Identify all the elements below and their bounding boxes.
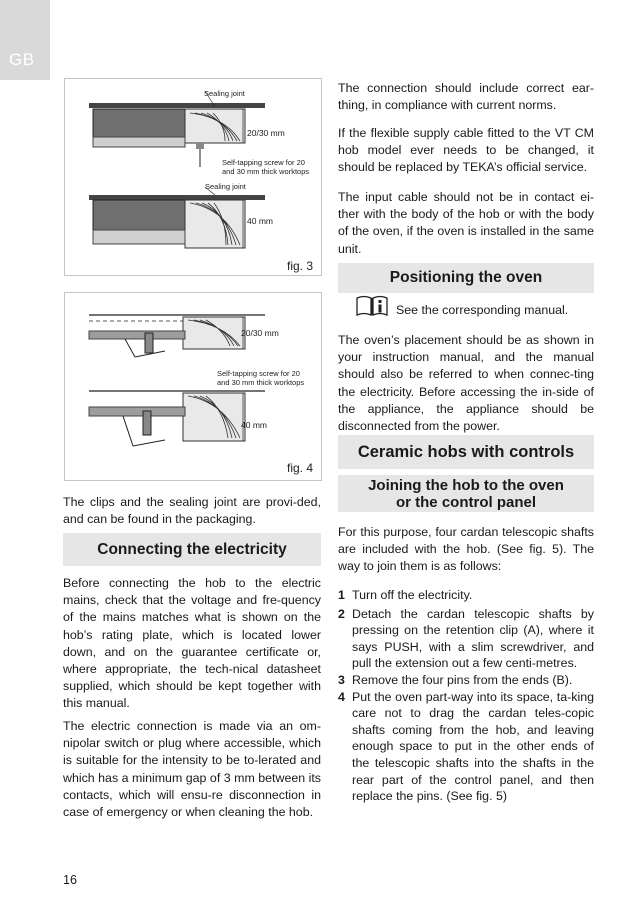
step-text: Turn off the electricity. — [352, 588, 473, 602]
flexible-cable-paragraph: If the flexible supply cable fitted to the VT CM hob model ever needs to be changed, it should be replaced by TEKA’s official service. — [338, 126, 594, 175]
manual-info-icon — [355, 295, 389, 317]
step-number: 1 — [338, 588, 345, 602]
fig4-dim-bottom: 40 mm — [241, 420, 267, 430]
figure-3-drawing — [65, 79, 321, 275]
fig4-screw-note-line1: Self-tapping screw for 20 — [217, 369, 300, 378]
step-text: Remove the four pins from the ends (B). — [352, 672, 573, 687]
language-tab-label: GB — [9, 50, 35, 69]
ceramic-hobs-heading — [338, 435, 594, 469]
list-item — [338, 689, 594, 805]
joining-hob-heading-line1: Joining the hob to the oven — [368, 477, 564, 494]
language-tab — [0, 0, 50, 80]
step-number: 3 — [338, 672, 345, 687]
joining-steps-list — [338, 587, 594, 805]
ceramic-hobs-heading-text: Ceramic hobs with controls — [357, 443, 575, 461]
input-cable-paragraph: The input cable should not be in contact ei-ther with the body of the hob or with the body of the oven, if the oven is installed in the same unit. — [338, 190, 594, 256]
list-item — [338, 672, 594, 689]
joining-hob-heading — [338, 475, 594, 512]
fig4-caption: fig. 4 — [287, 461, 314, 475]
earthing-paragraph: The connection should include correct ear-thing, in compliance with current norms. — [338, 81, 594, 113]
fig3-dim-bottom: 40 mm — [247, 216, 273, 226]
positioning-oven-heading — [338, 263, 594, 293]
page-number: 16 — [63, 873, 77, 887]
fig3-sealing-joint-top: Sealing joint — [204, 89, 245, 98]
connecting-electricity-heading — [63, 533, 321, 566]
step-number: 2 — [338, 606, 345, 621]
step-number: 4 — [338, 689, 345, 704]
step-text: Detach the cardan telescopic shafts by pressing on the retention clip (A), where it says PUSH, with a slim screwdriver, and pull the extension out a few centi-metres. — [352, 606, 594, 671]
fig4-screw-note-line2: and 30 mm thick worktops — [217, 378, 305, 387]
figure-3 — [64, 78, 322, 276]
fig4-dim-top: 20/30 mm — [241, 328, 279, 338]
joining-hob-heading-line2: or the control panel — [395, 494, 536, 511]
connecting-electricity-heading-text: Connecting the electricity — [97, 541, 287, 558]
list-item — [338, 606, 594, 672]
fig3-caption: fig. 3 — [287, 259, 314, 273]
positioning-paragraph: The oven’s placement should be as shown in your instruction manual, and the manual should also be referred to when connec-ting the electricity. Before accessing the in-side of the appliance, the appliance should be disconnected from the power. — [338, 333, 594, 434]
connecting-paragraph-2: The electric connection is made via an om-nipolar switch or plug where accessible, which is suitable for the intensity to be to-lerated and which has a minimum gap of 3 mm between its contacts, which will ensu-re disconnection in case of emergency or when cleaning the hob. — [63, 719, 321, 820]
joining-paragraph: For this purpose, four cardan telescopic shafts are included with the hob. (See fig. 5). The way to join them is as follows: — [338, 525, 594, 574]
fig3-dim-top: 20/30 mm — [247, 128, 285, 138]
fig3-screw-note-line2: and 30 mm thick worktops — [222, 167, 310, 176]
fig3-screw-note-line1: Self-tapping screw for 20 — [222, 158, 305, 167]
figure-4 — [64, 292, 322, 481]
fig3-sealing-joint-bottom: Sealing joint — [205, 182, 246, 191]
list-item — [338, 587, 594, 604]
step-text: Put the oven part-way into its space, ta-king care not to drag the cardan teles-copic shafts coming from the hob, and leaving enough space to put in the other ends of the telescopic shafts into the shafts in the rear part of the control panel, and then replace the pins. (See fig. 5) — [352, 689, 594, 804]
connecting-paragraph-1: Before connecting the hob to the electric mains, check that the voltage and fre-quency of the mains matches what is shown on the hob’s rating plate, which is located lower down, and on the guarantee certificate or, where appropriate, the tech-nical datasheet supplied, which should be kept together with this manual. — [63, 576, 321, 711]
positioning-oven-heading-text: Positioning the oven — [389, 269, 543, 286]
clips-paragraph: The clips and the sealing joint are provi-ded, and can be found in the packaging. — [63, 495, 321, 527]
see-manual-text: See the corresponding manual. — [396, 303, 569, 317]
